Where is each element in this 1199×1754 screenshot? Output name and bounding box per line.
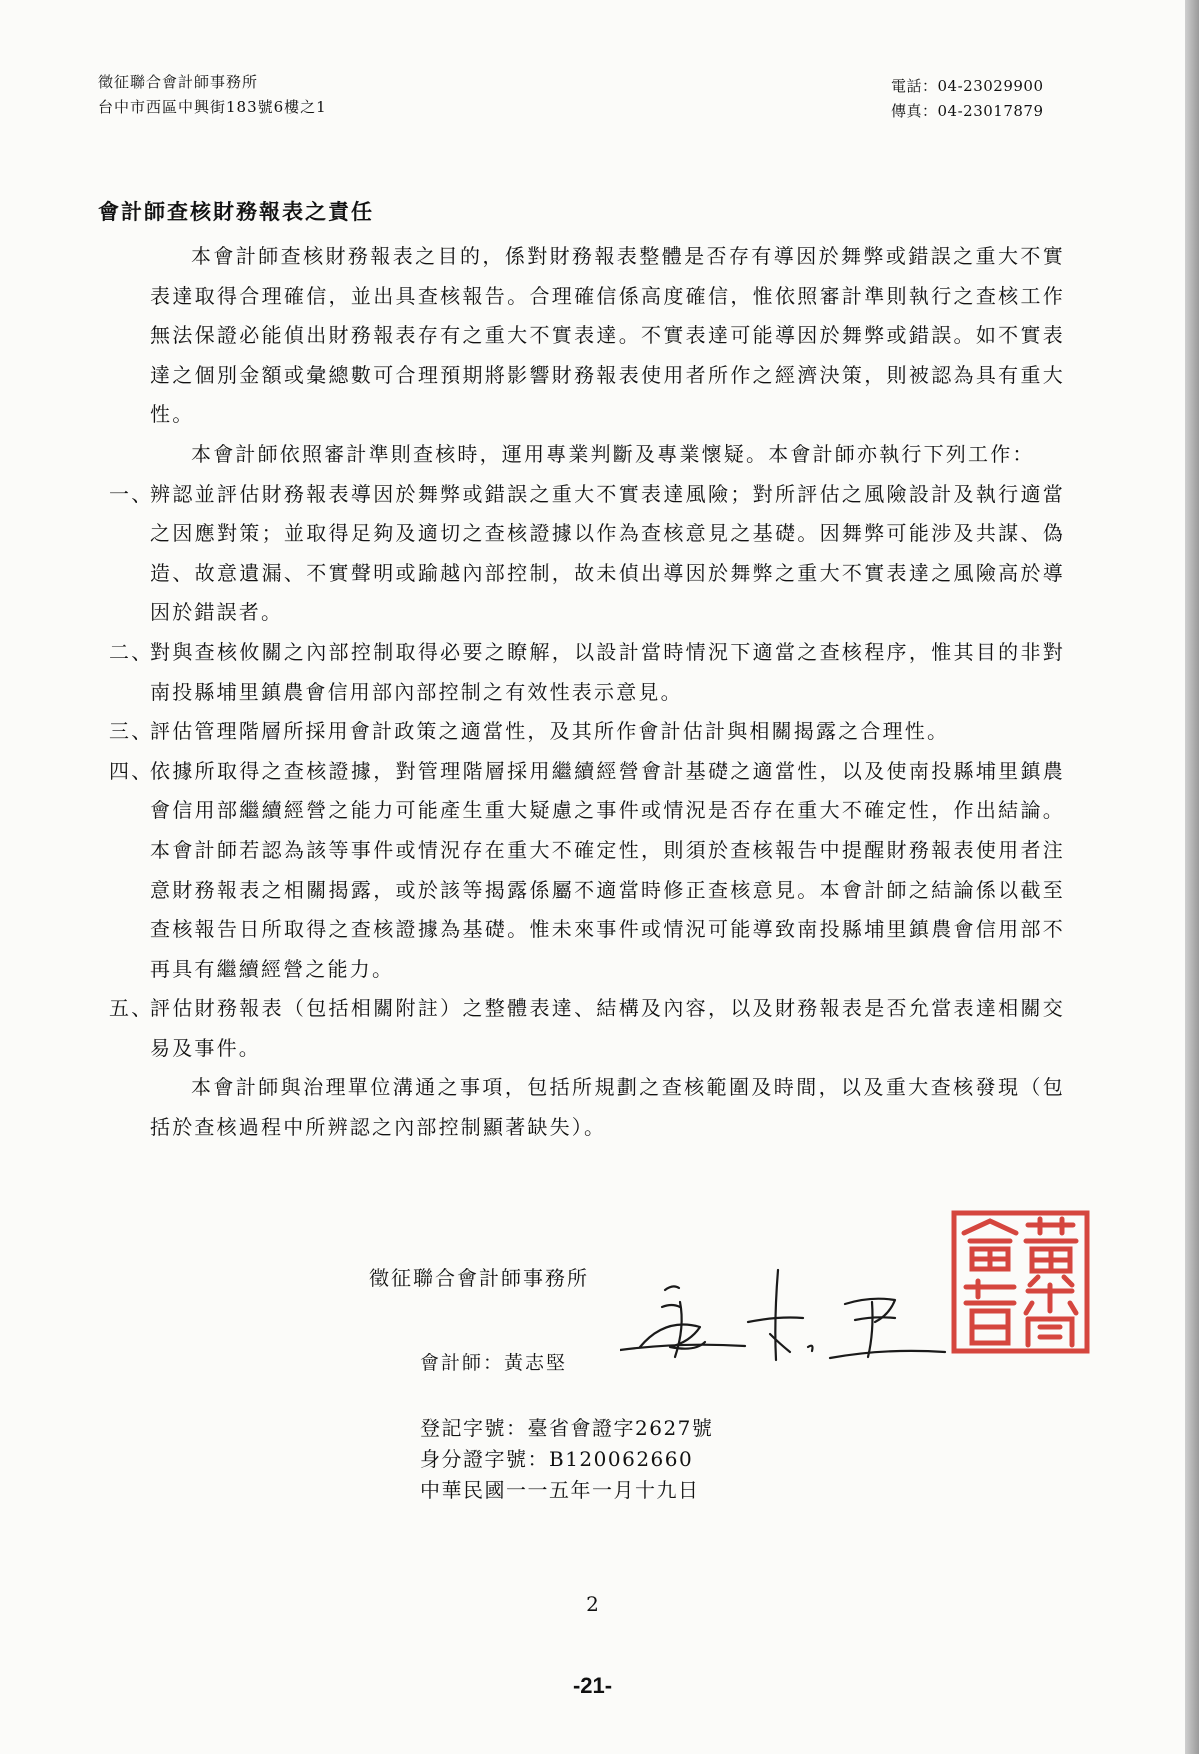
report-date: 中華民國一一五年一月十九日 [420,1478,700,1502]
official-seal-stamp [948,1207,1093,1357]
list-marker: 一、 [109,481,154,506]
list-item-text: 辨認並評估財務報表導因於舞弊或錯誤之重大不實表達風險；對所評估之風險設計及執行適當之因應對策；並取得足夠及適切之查核證據以作為查核意見之基礎。因舞弊可能涉及共謀、偽造、故意遺漏、不實聲明或踰越內部控制，故未偵出導因於舞弊之重大不實表達之風險高於導因於錯誤者。 [150,481,1065,625]
report-body [109,237,1065,1148]
paragraph: 本會計師查核財務報表之目的，係對財務報表整體是否存有導因於舞弊或錯誤之重大不實表達取得合理確信，並出具查核報告。合理確信係高度確信，惟依照審計準則執行之查核工作無法保證必能偵出財務報表存有之重大不實表達。不實表達可能導因於舞弊或錯誤。如不實表達之個別金額或彙總數可合理預期將影響財務報表使用者所作之經濟決策，則被認為具有重大性。 [150,244,1065,427]
footer-page-number: -21- [572,1673,613,1698]
letterhead-left [98,70,327,120]
signing-firm-name: 徵征聯合會計師事務所 [369,1266,589,1290]
list-item [109,712,1065,752]
list-marker: 二、 [109,639,154,664]
cpa-name-line: 會計師：黃志堅 [420,1352,568,1374]
list-item [109,989,1065,1068]
firm-name-header: 徵征聯合會計師事務所 [98,73,259,91]
id-number: 身分證字號：B120062660 [420,1447,694,1471]
fax-number: 傳真：04-23017879 [891,102,1044,120]
list-marker: 四、 [109,758,154,783]
registration-number: 登記字號：臺省會證字2627號 [420,1416,714,1440]
list-item-text: 評估管理階層所採用會計政策之適當性，及其所作會計估計與相關揭露之合理性。 [150,719,950,744]
list-item-text: 評估財務報表（包括相關附註）之整體表達、結構及內容，以及財務報表是否允當表達相關交易及事件。 [150,996,1065,1060]
section-title: 會計師查核財務報表之責任 [98,199,374,224]
list-item [109,475,1065,633]
list-item [109,752,1065,990]
list-item-text: 對與查核攸關之內部控制取得必要之瞭解，以設計當時情況下適當之查核程序，惟其目的非對南投縣埔里鎮農會信用部內部控制之有效性表示意見。 [150,639,1065,704]
list-item [109,633,1065,712]
paragraph: 本會計師依照審計準則查核時，運用專業判斷及專業懷疑。本會計師亦執行下列工作： [191,441,1035,466]
firm-address: 台中市西區中興街183號6樓之1 [98,98,327,116]
phone-number: 電話：04-23029900 [891,77,1044,95]
letterhead-right [891,74,1044,124]
page-number: 2 [586,1592,599,1616]
procedure-list [109,475,1065,1069]
list-item-text: 依據所取得之查核證據，對管理階層採用繼續經營會計基礎之適當性，以及使南投縣埔里鎮農會信用部繼續經營之能力可能產生重大疑慮之事件或情況是否存在重大不確定性，作出結論。本會計師若認為該等事件或情況存在重大不確定性，則須於查核報告中提醒財務報表使用者注意財務報表之相關揭露，或於該等揭露係屬不適當時修正查核意見。本會計師之結論係以截至查核報告日所取得之查核證據為基礎。惟未來事件或情況可能導致南投縣埔里鎮農會信用部不再具有繼續經營之能力。 [150,758,1065,981]
closing-paragraph: 本會計師與治理單位溝通之事項，包括所規劃之查核範圍及時間，以及重大查核發現（包括於查核過程中所辨認之內部控制顯著缺失）。 [150,1075,1065,1140]
page-edge-shadow [1185,0,1199,1754]
list-marker: 三、 [109,719,154,744]
handwritten-signature [620,1262,950,1372]
registration-block [420,1413,713,1506]
list-marker: 五、 [109,996,154,1021]
